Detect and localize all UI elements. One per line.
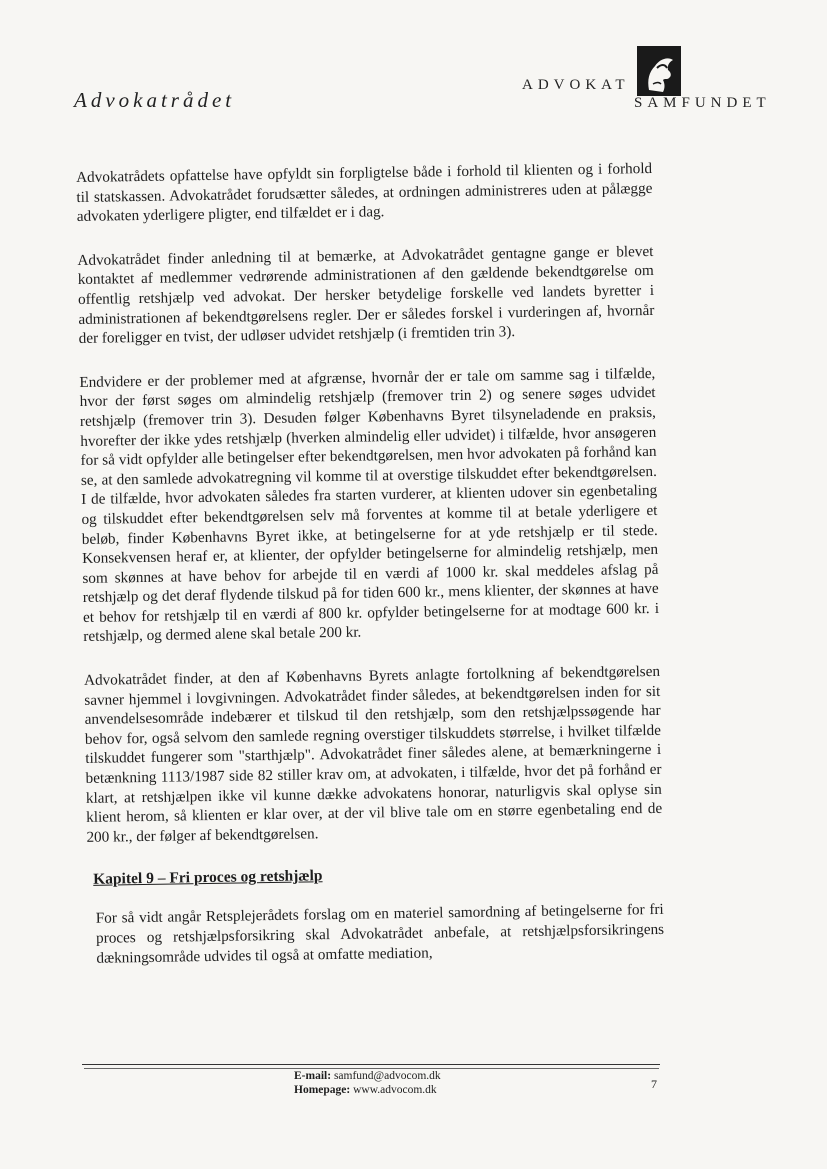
logo-word-advokat: ADVOKAT xyxy=(522,77,630,93)
paragraph-5: For så vidt angår Retsplejerådets forslag om en materiel samordning af betingelserne for fri proces og retshjælpsforsikring skal Advokatrådet anbefale, at retshjælpsforsikringens dækningsområde udvides til også at omfatte mediation, xyxy=(95,901,665,967)
footer-divider xyxy=(82,1064,660,1065)
paragraph-4: Advokatrådet finder, at den af Københavns Byrets anlagte fortolkning af bekendtgørelsen savner hjemmel i lovgivningen. Advokatrådet finder således, at bekendtgørelsen inden for sit anvendelsesområde indebærer et tilskud til den retshjælp, som den retshjælpssøgende har behov for, også selvom den samlede regning overstiger tilskuddets størrelse, i hvilket tilfælde tilskuddet fungerer som "starthjælp". Advokatrådet finer således alene, at bemærkningerne i betænkning 1113/1987 side 82 stiller krav om, at advokaten, i tilfælde, hvor det på forhånd er klart, at retshjælpen ikke vil kunne dække advokatens honorar, naturligvis skal oplyse sin klient herom, så klienten er klar over, at der vil blive tale om en større egenbetaling end de 200 kr., der følger af bekendtgørelsen. xyxy=(83,662,663,846)
paragraph-2: Advokatrådet finder anledning til at bemærke, at Advokatrådet gentagne gange er blevet kontaktet af medlemmer vedrørende administrationen af den gældende bekendtgørelse om offentlig retshjælp ved advokat. Der hersker betydelige forskelle ved landets byretter i administrationen af bekendtgørelsens regler. Der er således forskel i vurderingen af, hvornår der foreligger en tvist, der udløser udvidet retshjælp (i fremtiden trin 3). xyxy=(77,242,655,348)
head-emblem-icon xyxy=(635,44,683,98)
email-address[interactable]: samfund@advocom.dk xyxy=(333,1070,441,1082)
page-number: 7 xyxy=(651,1077,657,1091)
homepage-url[interactable]: www.advocom.dk xyxy=(353,1084,437,1096)
homepage-label: Homepage: xyxy=(294,1084,351,1096)
header-left-title: Advokatrådet xyxy=(74,88,236,112)
footer-contact xyxy=(294,1069,441,1097)
email-label: E-mail: xyxy=(294,1070,332,1082)
letter-body xyxy=(76,159,665,992)
advokatsamfundet-logo xyxy=(522,40,782,116)
paragraph-1: Advokatrådets opfattelse have opfyldt sin forpligtelse både i forhold til klienten og i forhold til statskassen. Advokatrådet forudsætter således, at ordningen administreres uden at pålægge advokaten yderligere pligter, end tilfældet er i dag. xyxy=(76,159,653,226)
section-heading: Kapitel 9 – Fri proces og retshjælp xyxy=(93,867,323,889)
paragraph-3: Endvidere er der problemer med at afgrænse, hvornår der er tale om samme sag i tilfælde, hvor der først søges om almindelig retshjælp (fremover trin 2) og senere søges udvidet retshjælp (fremover trin 3). Desuden følger Københavns Byret tilsyneladende en praksis, hvorefter der ikke ydes retshjælp (hverken almindelig eller udvidet) i tilfælde, hvor ansøgeren for så vidt opfylder alle betingelser efter bekendtgørelsen, men hvor advokaten på forhånd kan se, at den samlede advokatregning vil komme til at overstige tilskuddet efter bekendtgørelsen. I de tilfælde, hvor advokaten således fra starten vurderer, at klienten udover sin egenbetaling og tilskuddet efter bekendtgørelsen selv må forventes at komme til at betale yderligere et beløb, finder Københavns Byret ikke, at betingelserne for at yde retshjælp er til stede. Konsekvensen heraf er, at klienter, der opfylder betingelserne for almindelig retshjælp, men som skønnes at have behov for arbejde til en værdi af 1000 kr. skal meddeles afslag på retshjælp og det deraf flydende tilskud på for tiden 600 kr., mens klienter, der skønnes at have et behov for retshjælp til en værdi af 800 kr. opfylder betingelserne for at modtage 600 kr. i retshjælp, og dermed alene skal betale 200 kr. xyxy=(79,364,660,646)
logo-word-samfundet: SAMFUNDET xyxy=(634,95,771,111)
